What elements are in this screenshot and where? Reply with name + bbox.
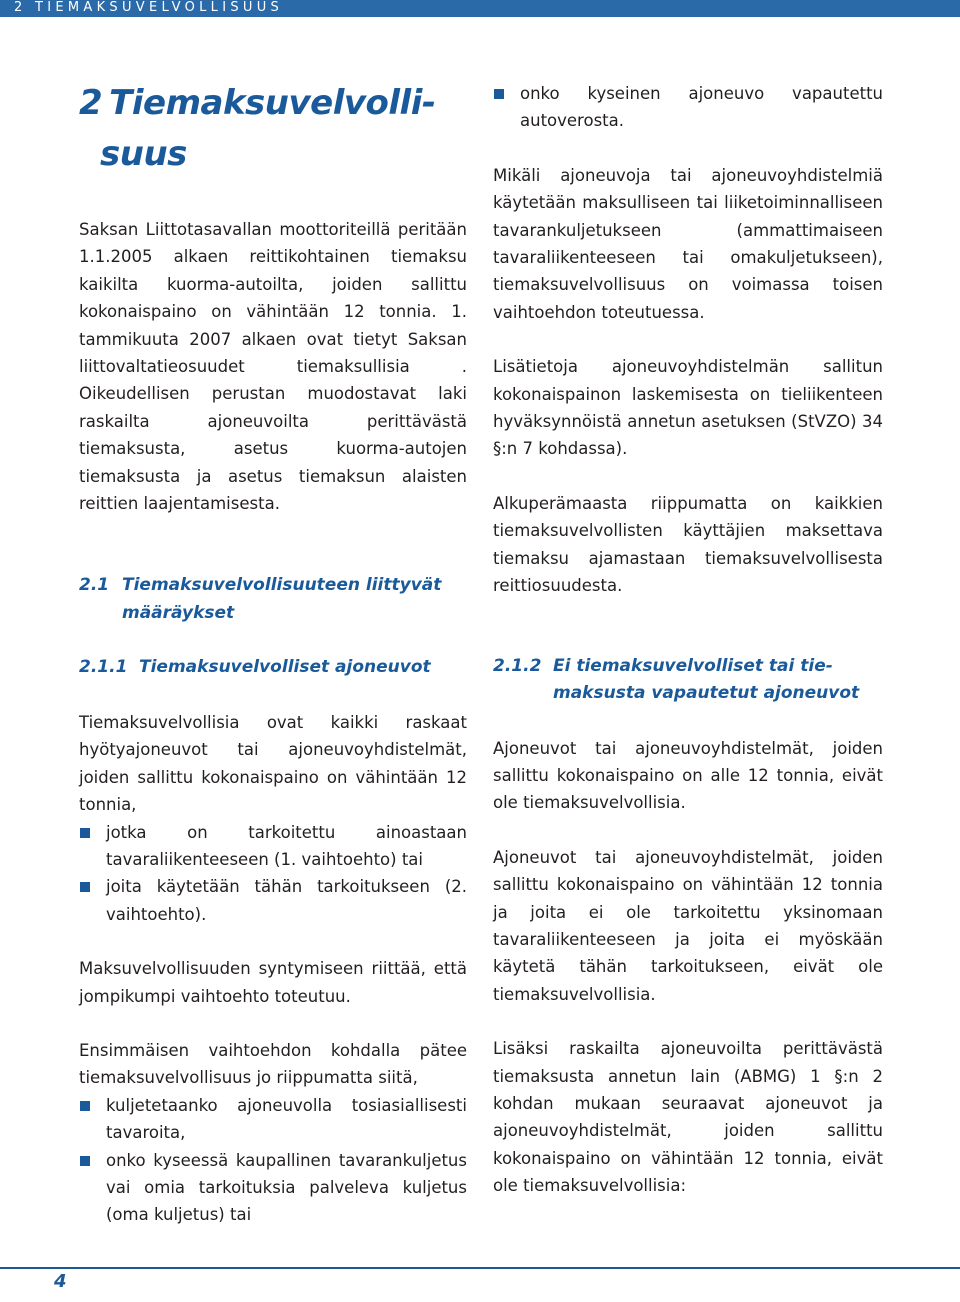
square-bullet-icon [80, 1156, 90, 1166]
chapter-number: 2 [79, 83, 103, 123]
list-item: jotka on tarkoitettu ainoastaan tavaraliikenteeseen (1. vaihtoehto) tai [79, 819, 467, 874]
running-header [0, 0, 960, 17]
list-item: onko kyseinen ajoneuvo vapautettu autoverosta. [493, 80, 883, 135]
subsection-number: 2.1.2 [493, 655, 542, 676]
footer-rule [0, 1267, 960, 1269]
subsection-number: 2.1.1 [79, 657, 128, 678]
paragraph-more-info: Lisätietoja ajoneuvoyhdistelmän sallitun kokonaispainon laskemisesta on tieliikenteen hyväksynnöistä annetun asetuksen (StVZO) 34 §:n 7 kohdassa). [493, 357, 883, 459]
paragraph-first-alternative: Ensimmäisen vaihtoehdon kohdalla pätee tiemaksuvelvollisuus jo riippumatta siitä, [79, 1041, 467, 1088]
paragraph-not-freight: Ajoneuvot tai ajoneuvoyhdistelmät, joiden sallittu kokonaispaino on vähintään 12 tonnia ja joita ei ole tarkoitettu yksinomaan tavaraliikenteeseen ja joita ei myöskään käytetä tähän tarkoitukseen, eivät ole tiemaksuvelvollisia. [493, 847, 883, 1004]
subsection-title-line2: maksusta vapautetut ajoneuvot [553, 683, 860, 703]
square-bullet-icon [494, 89, 504, 99]
bullet-list-alternatives [79, 819, 467, 929]
left-column [79, 216, 467, 1229]
paragraph-obligation: Maksuvelvollisuuden syntymiseen riittää, että jompikumpi vaihtoehto toteutuu. [79, 959, 467, 1006]
section-title-line2: määräykset [122, 602, 235, 623]
chapter-title-line1: Tiemaksuvelvolli- [109, 83, 436, 123]
paragraph-origin: Alkuperämaasta riippumatta on kaikkien tiemaksuvelvollisten käyttäjien maksettava tiemaksu ajamastaan tiemaksuvelvollisesta reittiosuudesta. [493, 493, 883, 596]
subsection-heading-2-1-1 [79, 654, 467, 682]
list-item: joita käytetään tähän tarkoitukseen (2. vaihtoehto). [79, 873, 467, 928]
section-number: 2.1 [79, 575, 110, 596]
section-title-line1: Tiemaksuvelvollisuuteen liittyvät [122, 575, 442, 596]
subsection-title-line1: Ei tiemaksuvelvolliset tai tie- [553, 655, 833, 676]
chapter-title-line2: suus [100, 134, 187, 174]
running-header-title: 2 TIEMAKSUVELVOLLISUUS [14, 0, 284, 15]
section-heading [79, 572, 467, 627]
subsection-heading-2-1-2 [493, 653, 883, 708]
right-column [493, 80, 883, 1200]
paragraph-under-12t: Ajoneuvot tai ajoneuvoyhdistelmät, joiden sallittu kokonaispaino on alle 12 tonnia, eivät ole tiemaksuvelvollisia. [493, 738, 883, 813]
square-bullet-icon [80, 882, 90, 892]
subsection-title: Tiemaksuvelvolliset ajoneuvot [139, 657, 431, 678]
intro-paragraph: Saksan Liittotasavallan moottoriteillä peritään 1.1.2005 alkaen reittikohtainen tiemaksu kaikilta kuorma-autoilta, joiden sallittu kokonaispaino on vähintään 12 tonnia. 1. tammikuuta 2007 alkaen ovat tietyt Saksan liittovaltatieosuudet tiemaksullisia . Oikeudellisen perustan muodostavat laki raskailta ajoneuvoilta perittävästä tiemaksusta, asetus kuorma-autojen tiemaksusta ja asetus tiemaksun alaisten reittien laajentamisesta. [79, 220, 467, 514]
list-item: kuljetetaanko ajoneuvolla tosiasiallisesti tavaroita, [79, 1092, 467, 1147]
square-bullet-icon [80, 828, 90, 838]
square-bullet-icon [80, 1101, 90, 1111]
bullet-list-continued [493, 80, 883, 135]
paragraph-commercial-use: Mikäli ajoneuvoja tai ajoneuvoyhdistelmiä käytetään maksulliseen tai liiketoiminnalliseen tavarankuljetukseen (ammattimaiseen tavaraliikenteeseen tai omakuljetukseen), tiemaksuvelvollisuus on voimassa toisen vaihtoehdon toteutuessa. [493, 165, 883, 322]
chapter-title [79, 78, 479, 180]
bullet-list-conditions [79, 1092, 467, 1229]
paragraph-abmg-exemptions: Lisäksi raskailta ajoneuvoilta perittävästä tiemaksusta annetun lain (ABMG) 1 §:n 2 kohdan mukaan seuraavat ajoneuvot ja ajoneuvoyhdistelmät, joiden sallittu kokonaispaino on vähintään 12 tonnia, eivät ole tiemaksuvelvollisia: [493, 1039, 883, 1196]
list-item: onko kyseessä kaupallinen tavarankuljetus vai omia tarkoituksia palveleva kuljetus (oma kuljetus) tai [79, 1147, 467, 1229]
page-number: 4 [54, 1271, 67, 1292]
paragraph-vehicles: Tiemaksuvelvollisia ovat kaikki raskaat hyötyajoneuvot tai ajoneuvoyhdistelmät, joiden sallittu kokonaispaino on vähintään 12 tonnia, [79, 712, 467, 815]
